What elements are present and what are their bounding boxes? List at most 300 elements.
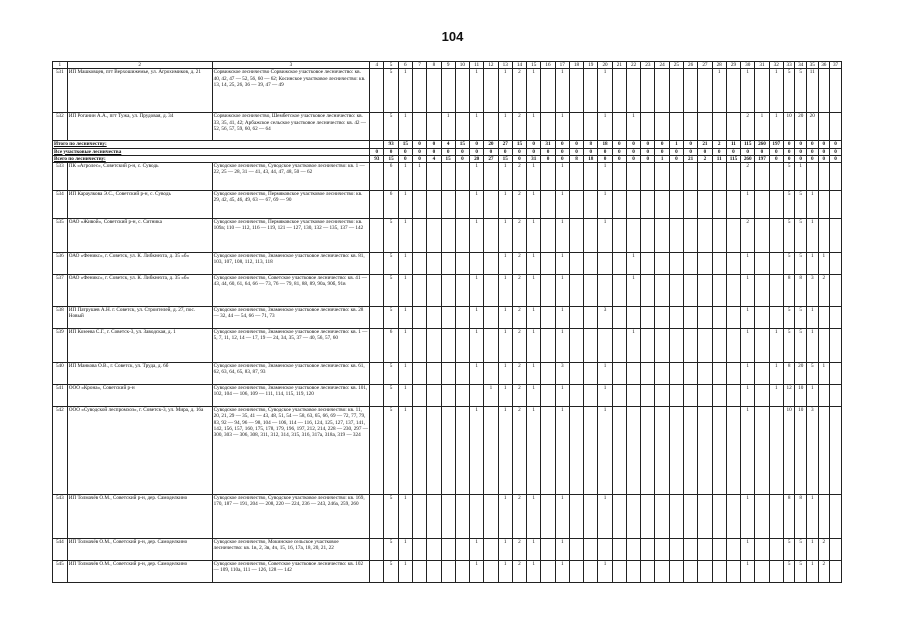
value-cell [541, 561, 555, 583]
value-cell [806, 163, 818, 191]
organization-cell: ОАО «Феникс», г. Советск, ул. К. Либкнехта, д. 35 «б» [67, 275, 212, 307]
value-cell: 1 [741, 539, 755, 561]
header-cell: 9 [441, 62, 455, 69]
value-cell [769, 253, 783, 275]
row-number: 537 [53, 275, 68, 307]
table-row [53, 113, 842, 141]
value-cell [684, 495, 698, 539]
value-cell [569, 385, 583, 407]
value-cell [641, 253, 655, 275]
value-cell: 1 [498, 113, 512, 141]
value-cell [755, 539, 769, 561]
value-cell [830, 307, 842, 329]
value-cell [641, 561, 655, 583]
value-cell: 8 [783, 495, 795, 539]
summary-cell: 0 [830, 141, 842, 148]
summary-cell: 1 [669, 141, 683, 148]
value-cell [412, 363, 426, 385]
value-cell: 1 [470, 191, 484, 219]
summary-cell: 0 [470, 141, 484, 148]
summary-row [53, 141, 842, 148]
header-cell: 21 [612, 62, 626, 69]
value-cell [441, 307, 455, 329]
value-cell [641, 191, 655, 219]
value-cell [541, 407, 555, 495]
value-cell [726, 113, 740, 141]
value-cell: 1 [598, 113, 612, 141]
value-cell [830, 219, 842, 253]
value-cell [541, 163, 555, 191]
summary-cell: 21 [698, 141, 712, 148]
summary-cell: 0 [584, 148, 598, 155]
value-cell [370, 253, 384, 275]
table-row [53, 191, 842, 219]
header-cell: 5 [384, 62, 398, 69]
value-cell [427, 539, 441, 561]
row-number: 535 [53, 219, 68, 253]
value-cell [541, 253, 555, 275]
location-cell: Суводское лесничество, Советское участковое лесничество: кв. 41 — 43, 44, 60, 61, 64, 66 — 73, 76 — 79, 81, 88, 89, 90а, 90б, 91в [212, 275, 370, 307]
value-cell [698, 253, 712, 275]
summary-row [53, 148, 842, 155]
header-cell: 22 [626, 62, 640, 69]
value-cell: 1 [555, 539, 569, 561]
value-cell [769, 307, 783, 329]
header-cell: 2 [67, 62, 212, 69]
value-cell: 11 [806, 69, 818, 113]
value-cell: 1 [527, 219, 541, 253]
value-cell: 1 [626, 329, 640, 363]
value-cell [769, 539, 783, 561]
summary-cell: 0 [641, 148, 655, 155]
header-cell: 36 [818, 62, 830, 69]
organization-cell: ИП Козеева С.Г., г. Советск-3, ул. Заводская, д. 1 [67, 329, 212, 363]
value-cell [584, 307, 598, 329]
value-cell [427, 69, 441, 113]
value-cell [427, 113, 441, 141]
value-cell [830, 113, 842, 141]
value-cell: 1 [498, 69, 512, 113]
value-cell [669, 113, 683, 141]
header-cell: 20 [598, 62, 612, 69]
value-cell [441, 495, 455, 539]
value-cell [612, 307, 626, 329]
organization-cell: ИП Машковцев, пгт Верхошижемье, ул. Агрохимиков, д. 21 [67, 69, 212, 113]
value-cell: 5 [384, 275, 398, 307]
summary-cell: 0 [555, 148, 569, 155]
value-cell: 2 [512, 113, 526, 141]
summary-cell: 0 [818, 148, 830, 155]
value-cell [455, 69, 469, 113]
value-cell [698, 495, 712, 539]
header-cell: 33 [783, 62, 795, 69]
value-cell [684, 219, 698, 253]
value-cell [830, 253, 842, 275]
value-cell [412, 495, 426, 539]
value-cell [370, 113, 384, 141]
value-cell: 2 [741, 163, 755, 191]
value-cell [584, 407, 598, 495]
value-cell [569, 495, 583, 539]
value-cell: 2 [512, 495, 526, 539]
value-cell: 1 [527, 561, 541, 583]
value-cell [712, 385, 726, 407]
row-number: 542 [53, 407, 68, 495]
value-cell [612, 191, 626, 219]
value-cell [569, 163, 583, 191]
value-cell [684, 163, 698, 191]
value-cell [684, 253, 698, 275]
value-cell: 1 [498, 163, 512, 191]
summary-cell: 0 [783, 148, 795, 155]
value-cell: 5 [384, 363, 398, 385]
page-number: 104 [441, 29, 464, 44]
location-cell: Суводское лесничество, Советское участковое лесничество: кв. 102 — 109, 110а, 111 — 126, 128 — 142 [212, 561, 370, 583]
value-cell [470, 253, 484, 275]
value-cell [455, 495, 469, 539]
organization-cell: ПК «Агролес», Советский р-н, с. Суводь [67, 163, 212, 191]
header-cell: 26 [684, 62, 698, 69]
table-row [53, 363, 842, 385]
value-cell [655, 69, 669, 113]
value-cell [655, 113, 669, 141]
value-cell [612, 539, 626, 561]
value-cell [370, 329, 384, 363]
row-number: 538 [53, 307, 68, 329]
summary-cell: 0 [612, 148, 626, 155]
summary-cell: 8 [584, 141, 598, 148]
value-cell: 5 [384, 219, 398, 253]
value-cell [641, 385, 655, 407]
summary-cell: 0 [655, 141, 669, 148]
header-cell: 1 [53, 62, 68, 69]
location-cell: Суводское лесничество, Суводское участковое лесничество: кв. 11, 20, 21, 29 — 35, 41 — 43, 48, 51, 54 — 58, 63, 65, 66, 69 — 72, 77, 79, 83, 92 — 94, 96 — 98, 104 — 106, 114 — 116, 124, 125, 127, 137, 141, 142, 156, 157, 160, 175, 178, 179, 196, 197, 212, 214, 228 — 230, 297 — 300, 303 — 306, 308, 311, 312, 314, 315, 316, 317а, 318а, 319 — 324 [212, 407, 370, 495]
value-cell: 1 [741, 561, 755, 583]
value-cell [626, 163, 640, 191]
value-cell [427, 191, 441, 219]
value-cell: 1 [398, 69, 412, 113]
forestry-table [52, 61, 842, 583]
value-cell: 5 [783, 219, 795, 253]
summary-cell: 0 [626, 148, 640, 155]
value-cell [427, 219, 441, 253]
value-cell [584, 539, 598, 561]
value-cell [441, 163, 455, 191]
summary-cell: 1 [655, 155, 669, 162]
value-cell: 1 [755, 113, 769, 141]
value-cell [641, 495, 655, 539]
value-cell [818, 191, 830, 219]
value-cell [669, 163, 683, 191]
summary-cell: 0 [455, 155, 469, 162]
value-cell: 2 [512, 407, 526, 495]
value-cell [370, 561, 384, 583]
value-cell: 5 [795, 539, 807, 561]
value-cell [712, 539, 726, 561]
value-cell [598, 539, 612, 561]
value-cell [412, 219, 426, 253]
value-cell [370, 307, 384, 329]
value-cell [641, 69, 655, 113]
value-cell [818, 113, 830, 141]
value-cell: 1 [806, 539, 818, 561]
value-cell: 1 [741, 69, 755, 113]
value-cell: 1 [527, 363, 541, 385]
value-cell: 1 [769, 363, 783, 385]
header-cell: 13 [498, 62, 512, 69]
organization-cell: ИП Толмачёв О.М., Советский р-н, дер. Самоделкино [67, 495, 212, 539]
value-cell [427, 407, 441, 495]
value-cell [684, 113, 698, 141]
summary-cell: 197 [755, 155, 769, 162]
value-cell [712, 407, 726, 495]
value-cell [569, 329, 583, 363]
value-cell [370, 219, 384, 253]
value-cell [427, 495, 441, 539]
value-cell: 1 [470, 539, 484, 561]
value-cell [370, 163, 384, 191]
value-cell [441, 329, 455, 363]
value-cell [569, 69, 583, 113]
summary-cell: 0 [412, 141, 426, 148]
value-cell: 1 [527, 495, 541, 539]
value-cell [484, 113, 498, 141]
value-cell: 1 [498, 307, 512, 329]
value-cell [612, 329, 626, 363]
value-cell [584, 219, 598, 253]
value-cell [584, 253, 598, 275]
value-cell [412, 561, 426, 583]
value-cell: 1 [470, 363, 484, 385]
value-cell [569, 219, 583, 253]
value-cell: 1 [470, 329, 484, 363]
value-cell [412, 275, 426, 307]
value-cell [684, 539, 698, 561]
value-cell [370, 407, 384, 495]
summary-cell: 197 [769, 141, 783, 148]
value-cell [441, 275, 455, 307]
header-cell: 27 [698, 62, 712, 69]
summary-cell: 0 [783, 155, 795, 162]
value-cell [684, 191, 698, 219]
value-cell [669, 191, 683, 219]
value-cell [612, 69, 626, 113]
value-cell [684, 275, 698, 307]
value-cell [684, 561, 698, 583]
summary-cell: 20 [470, 155, 484, 162]
value-cell [441, 385, 455, 407]
value-cell: 1 [555, 407, 569, 495]
value-cell: 1 [470, 561, 484, 583]
location-cell: Суводское лесничество, Знаменское участковое лесничество: кв. 61, 62, 63, 64, 65, 83, 87, 93 [212, 363, 370, 385]
header-cell: 11 [470, 62, 484, 69]
value-cell [669, 329, 683, 363]
summary-cell: 0 [455, 148, 469, 155]
summary-cell: 31 [541, 141, 555, 148]
value-cell [370, 495, 384, 539]
header-cell: 24 [655, 62, 669, 69]
value-cell: 5 [384, 253, 398, 275]
summary-cell: 260 [755, 141, 769, 148]
value-cell [412, 191, 426, 219]
value-cell [712, 219, 726, 253]
summary-cell: 0 [398, 155, 412, 162]
value-cell: 1 [398, 163, 412, 191]
value-cell [470, 385, 484, 407]
value-cell [584, 385, 598, 407]
value-cell [698, 385, 712, 407]
summary-cell: 0 [755, 148, 769, 155]
value-cell: 1 [741, 307, 755, 329]
table-row [53, 495, 842, 539]
value-cell [684, 307, 698, 329]
summary-cell: 93 [384, 141, 398, 148]
header-cell: 34 [795, 62, 807, 69]
location-cell: Сорвижское лесничество Сорвижское участковое лесничество: кв. 40, 42, 47 — 52, 56, 60 — 62; Косинское участковое лесничество: кв. 13, 14, 25, 26, 36 — 39, 47 — 49 [212, 69, 370, 113]
value-cell [755, 329, 769, 363]
summary-cell: 15 [498, 155, 512, 162]
summary-cell: 0 [741, 148, 755, 155]
value-cell: 5 [783, 253, 795, 275]
value-cell: 1 [527, 329, 541, 363]
summary-cell: 15 [384, 155, 398, 162]
value-cell: 1 [498, 385, 512, 407]
value-cell [455, 329, 469, 363]
summary-cell: 0 [612, 141, 626, 148]
value-cell: 1 [598, 163, 612, 191]
value-cell: 1 [598, 495, 612, 539]
value-cell: 1 [398, 307, 412, 329]
summary-cell: 4 [427, 155, 441, 162]
value-cell: 1 [598, 561, 612, 583]
value-cell: 2 [512, 363, 526, 385]
value-cell: 1 [527, 539, 541, 561]
value-cell: 2 [741, 113, 755, 141]
header-cell: 18 [569, 62, 583, 69]
organization-cell: ИП Роганин А.А., пгт Тужа, ул. Прудовая, д. 34 [67, 113, 212, 141]
summary-cell: 2 [712, 141, 726, 148]
value-cell [726, 69, 740, 113]
value-cell [698, 407, 712, 495]
value-cell [612, 363, 626, 385]
value-cell: 1 [398, 495, 412, 539]
summary-cell: 0 [769, 148, 783, 155]
value-cell: 1 [806, 253, 818, 275]
value-cell: 1 [470, 219, 484, 253]
summary-cell: 0 [669, 148, 683, 155]
value-cell: 5 [783, 163, 795, 191]
value-cell: 2 [512, 253, 526, 275]
value-cell: 1 [598, 69, 612, 113]
value-cell: 1 [555, 329, 569, 363]
value-cell: 3 [806, 407, 818, 495]
summary-cell: 4 [441, 141, 455, 148]
value-cell: 2 [741, 219, 755, 253]
value-cell [484, 219, 498, 253]
location-cell: Суводское лесничество, Знаменское участковое лесничество: кв. 101, 102, 104 — 106, 109 — 111, 114, 115, 119, 120 [212, 385, 370, 407]
value-cell [412, 307, 426, 329]
value-cell [769, 219, 783, 253]
summary-cell: 0 [655, 148, 669, 155]
location-cell: Суводское лесничество, Знаменское участковое лесничество: кв. 1 — 5, 7, 11, 12, 14 — 17, 19 — 24, 34, 35, 37 — 40, 56, 57, 60 [212, 329, 370, 363]
value-cell [818, 407, 830, 495]
value-cell [612, 253, 626, 275]
value-cell [712, 307, 726, 329]
value-cell [830, 191, 842, 219]
summary-cell: 0 [569, 148, 583, 155]
organization-cell: ОАО «Живой», Советский р-н, с. Ситника [67, 219, 212, 253]
summary-cell: 0 [412, 155, 426, 162]
value-cell: 5 [795, 253, 807, 275]
value-cell: 1 [769, 385, 783, 407]
value-cell [612, 385, 626, 407]
row-number: 533 [53, 163, 68, 191]
value-cell [598, 253, 612, 275]
value-cell [698, 163, 712, 191]
value-cell [655, 385, 669, 407]
value-cell [641, 275, 655, 307]
summary-cell: 0 [598, 155, 612, 162]
value-cell: 5 [795, 69, 807, 113]
value-cell [541, 219, 555, 253]
value-cell [626, 495, 640, 539]
summary-cell: 0 [818, 155, 830, 162]
value-cell [412, 113, 426, 141]
value-cell: 5 [384, 495, 398, 539]
value-cell: 1 [555, 385, 569, 407]
summary-cell: 21 [684, 155, 698, 162]
summary-cell: 0 [512, 148, 526, 155]
value-cell: 12 [783, 385, 795, 407]
value-cell [669, 219, 683, 253]
value-cell: 1 [741, 275, 755, 307]
value-cell: 8 [795, 495, 807, 539]
value-cell: 8 [795, 275, 807, 307]
value-cell [612, 495, 626, 539]
value-cell: 20 [795, 113, 807, 141]
value-cell [655, 163, 669, 191]
value-cell [441, 407, 455, 495]
value-cell: 1 [741, 363, 755, 385]
value-cell: 1 [398, 113, 412, 141]
value-cell: 3 [598, 307, 612, 329]
value-cell [726, 385, 740, 407]
value-cell [455, 219, 469, 253]
location-cell: Сорвижское лесничество, Шембетское участковое лесничество: кв. 33, 35, 41, 42; Арбажское сельское участковое лесничество: кв. 42 — 52, 56, 57, 59, 60, 62 — 64 [212, 113, 370, 141]
value-cell: 3 [555, 363, 569, 385]
value-cell [726, 163, 740, 191]
value-cell [818, 385, 830, 407]
value-cell: 1 [741, 253, 755, 275]
value-cell [726, 539, 740, 561]
value-cell: 5 [783, 539, 795, 561]
value-cell [412, 385, 426, 407]
summary-cell: 0 [541, 155, 555, 162]
value-cell: 1 [769, 329, 783, 363]
summary-cell: 0 [641, 155, 655, 162]
summary-cell: 0 [818, 141, 830, 148]
summary-cell: 260 [741, 155, 755, 162]
row-number: 544 [53, 539, 68, 561]
summary-cell: 0 [626, 155, 640, 162]
location-cell: Суводское лесничество, Мокинское сельское участковое лесничество: кв. 1в, 2, 3в, 4ч, 15, 16, 17а, 18, 20, 21, 22 [212, 539, 370, 561]
value-cell [412, 407, 426, 495]
value-cell [441, 363, 455, 385]
summary-cell: 15 [398, 141, 412, 148]
location-cell: Суводское лесничество, Пермяковское участковое лесничество: кв. 29, 42, 45, 46, 49, 63 — 67, 69 — 90 [212, 191, 370, 219]
value-cell: 2 [512, 191, 526, 219]
value-cell [370, 191, 384, 219]
